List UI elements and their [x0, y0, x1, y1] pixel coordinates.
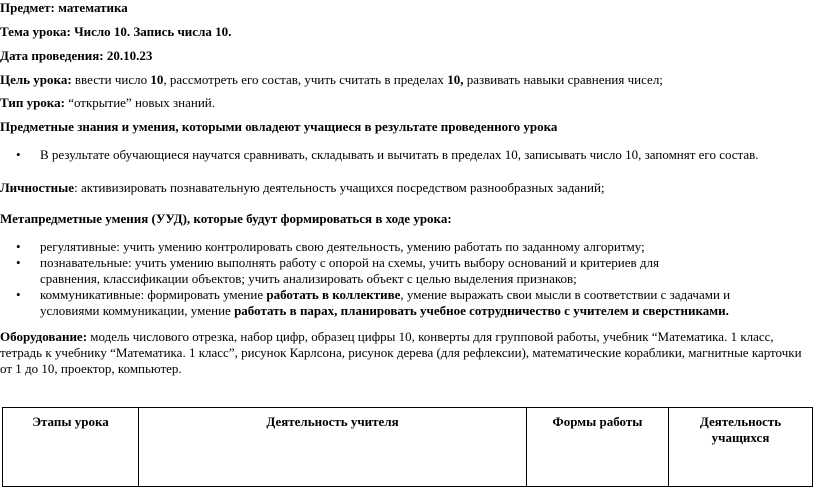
- lesson-stages-table: [2, 407, 813, 487]
- col-teacher-activity: Деятельность учителя: [139, 408, 527, 487]
- lesson-type-text: “открытие” новых знаний.: [64, 95, 216, 110]
- equipment-label: Оборудование:: [0, 329, 88, 344]
- subject-knowledge-heading: Предметные знания и умения, которыми овладеют учащиеся в результате проведенного урока: [0, 119, 558, 134]
- personal-text: : активизировать познавательную деятельность учащихся посредством разнообразных заданий;: [74, 180, 605, 195]
- communicative-text-2: , умение выражать свои мысли в соответствии с задачами и условиями коммуникации, умение: [40, 287, 731, 318]
- goal-num-2: 10,: [447, 72, 464, 87]
- lesson-type-line: [0, 95, 215, 111]
- goal-text-2: , рассмотреть его состав, учить считать в пределах: [163, 72, 448, 87]
- goal-num-1: 10: [150, 72, 164, 87]
- subject-line: Предмет: математика: [0, 0, 128, 15]
- lesson-type-label: Тип урока:: [0, 95, 65, 110]
- equipment-paragraph: [0, 329, 808, 377]
- bullet-icon: •: [16, 255, 21, 270]
- col-student-activity: Деятельность учащихся: [669, 408, 813, 487]
- bullet-icon: •: [16, 287, 21, 302]
- col-stages: Этапы урока: [3, 408, 139, 487]
- meta-bullet-communicative: [40, 287, 785, 319]
- personal-label: Личностные: [0, 180, 75, 195]
- communicative-bold-2: работать в парах, планировать учебное сотрудничество с учителем и сверстниками.: [234, 303, 729, 318]
- bullet-icon: •: [16, 239, 21, 254]
- goal-line: [0, 72, 663, 88]
- communicative-bold-1: работать в коллективе: [266, 287, 401, 302]
- equipment-text: модель числового отрезка, набор цифр, образец цифры 10, конверты для групповой работы, учебник “Математика. 1 класс, тетрадь к учебнику “Математика. 1 класс”, рисунок Карлсона, рисунок дерева (для рефлексии), математические кораблики, магнитные карточки от 1 до 10, проектор, компьютер.: [0, 329, 802, 376]
- table-header-row: [3, 408, 813, 487]
- subject-knowledge-bullet: В результате обучающиеся научатся сравнивать, складывать и вычитать в пределах 10, записывать число 10, запомнят его состав.: [40, 147, 759, 162]
- personal-line: [0, 180, 605, 196]
- meta-bullet-cognitive: познавательные: учить умению выполнять работу с опорой на схемы, учить выбору оснований и критериев для сравнения, классификации объектов; учить анализировать объект с целью выделения признаков;: [40, 255, 660, 286]
- communicative-text-1: коммуникативные: формировать умение: [40, 287, 267, 302]
- goal-text-3: развивать навыки сравнения чисел;: [463, 72, 663, 87]
- meta-bullet-regulatory: регулятивные: учить умению контролировать свою деятельность, умению работать по заданному алгоритму;: [40, 239, 645, 254]
- goal-label: Цель урока:: [0, 72, 72, 87]
- date-line: Дата проведения: 20.10.23: [0, 48, 153, 63]
- meta-heading: Метапредметные умения (УУД), которые будут формироваться в ходе урока:: [0, 211, 452, 226]
- topic-line: Тема урока: Число 10. Запись числа 10.: [0, 24, 232, 39]
- goal-text-1: ввести число: [71, 72, 151, 87]
- col-work-forms: Формы работы: [527, 408, 669, 487]
- bullet-icon: •: [16, 147, 21, 162]
